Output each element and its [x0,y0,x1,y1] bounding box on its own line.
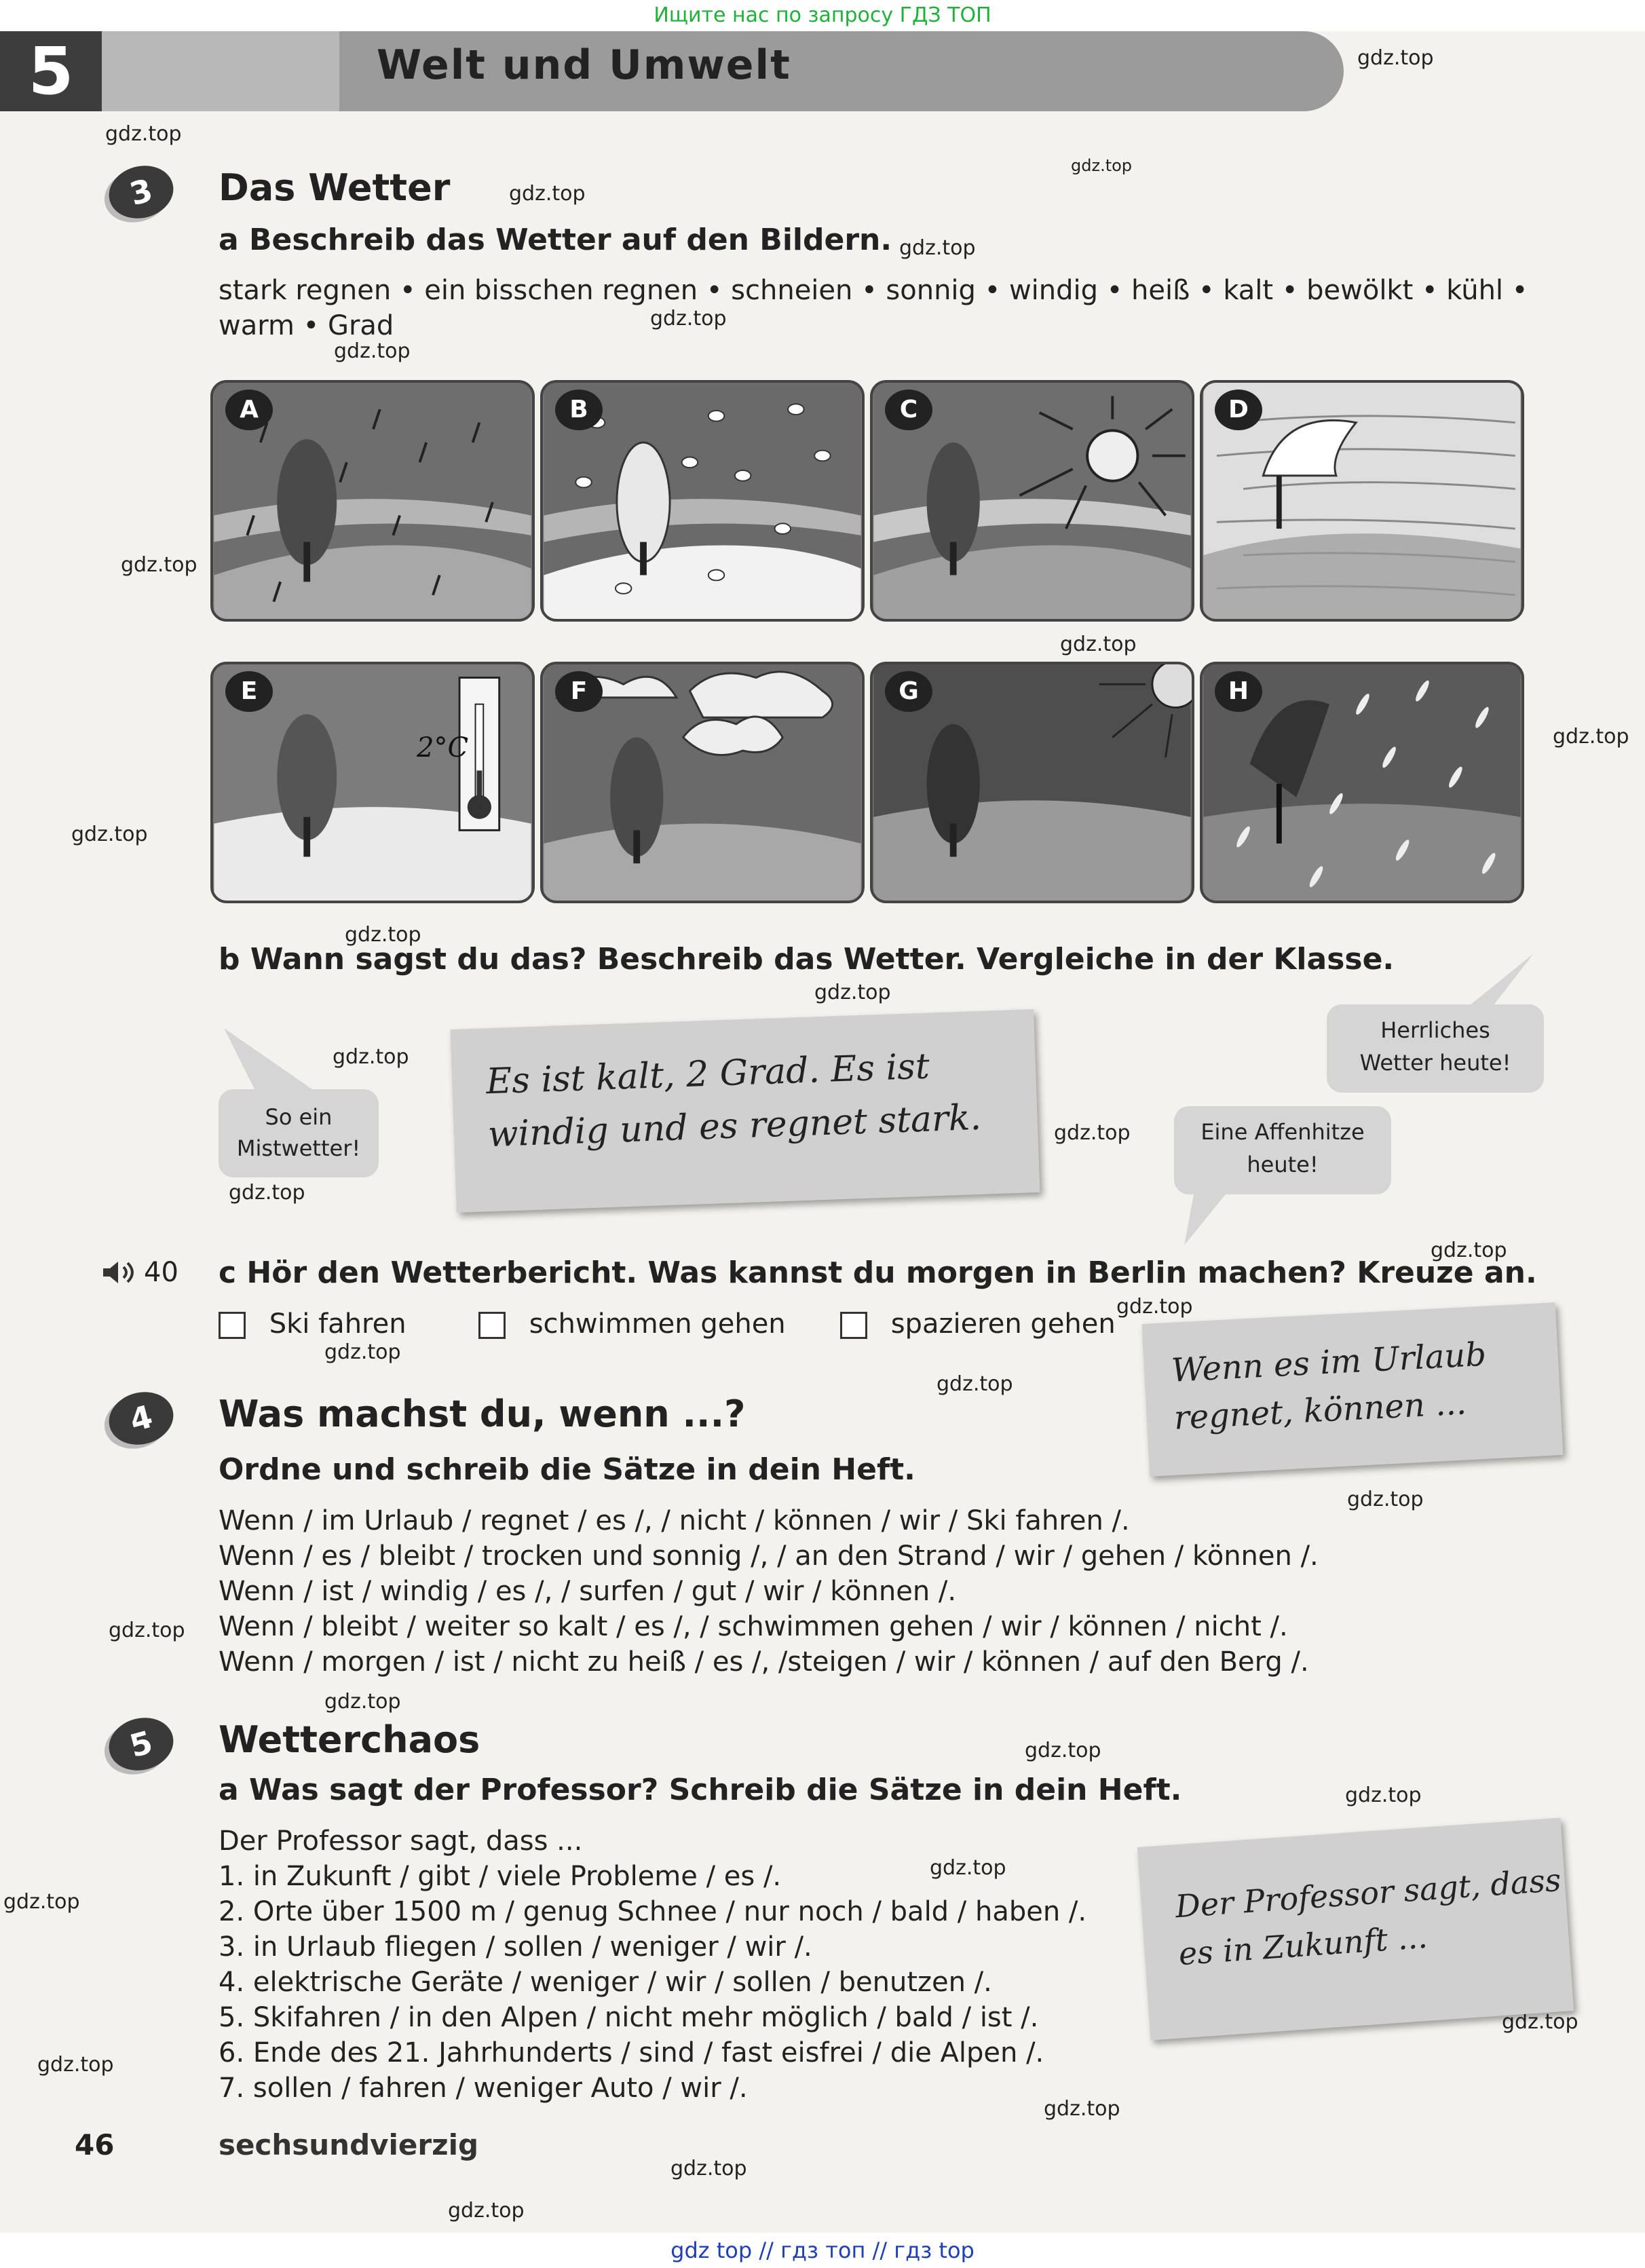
speech-bubble-herrliches-wetter [1327,1004,1544,1093]
watermark: gdz.top [1025,1739,1101,1762]
watermark: gdz.top [3,1890,80,1914]
audio-track-number: 40 [144,1257,178,1288]
panel-label: E [225,671,273,712]
weather-panel-b-snow [540,380,865,622]
checkbox-spazieren-gehen[interactable] [840,1312,867,1339]
bubble-1-line-1: So ein [265,1104,333,1130]
task-3b-heading: b Wann sagst du das? Beschreib das Wetter. Vergleiche in der Klasse. [219,942,1395,977]
watermark: gdz.top [71,823,148,846]
note-4-line-1: Wenn es im Urlaub [1170,1335,1488,1390]
sentence-line: 4. elektrische Geräte / weniger / wir / sollen / benutzen /. [219,1967,992,1998]
watermark: gdz.top [930,1856,1006,1880]
bubble-3-line-1: Eine Affenhitze [1200,1119,1365,1145]
sentence-line: 1. in Zukunft / gibt / viele Probleme / es /. [219,1861,782,1892]
bubble-2-line-1: Herrliches [1380,1017,1490,1043]
watermark: gdz.top [937,1372,1013,1396]
note-5-line-1: Der Professor sagt, dass [1174,1861,1562,1925]
speech-bubble-affenhitze [1174,1106,1391,1194]
sentence-line: 2. Orte über 1500 m / genug Schnee / nur noch / bald / haben /. [219,1896,1087,1927]
task-5-intro: Der Professor sagt, dass ... [219,1826,583,1857]
example-note-task3b [451,1009,1040,1213]
watermark: gdz.top [1071,156,1133,175]
bubble-3-tail [1181,1191,1249,1252]
sentence-line: 5. Skifahren / in den Alpen / nicht mehr möglich / bald / ist /. [219,2002,1039,2033]
note-3b-line-2: windig und es regnet stark. [487,1097,982,1156]
watermark: gdz.top [324,1340,401,1364]
audio-icon[interactable] [100,1259,141,1286]
task-3-number-icon: 3 [103,159,179,225]
panel-label: F [555,671,603,712]
sentence-line: Wenn / ist / windig / es /, / surfen / gut / wir / können /. [219,1576,957,1607]
watermark: gdz.top [1054,1121,1131,1145]
option-label: spazieren gehen [890,1308,1116,1340]
bottom-banner: gdz top // гдз топ // гдз top [0,2233,1645,2268]
task-3c-heading: c Hör den Wetterbericht. Was kannst du morgen in Berlin machen? Kreuze an. [219,1255,1537,1290]
page-number: 46 [75,2128,115,2161]
watermark: gdz.top [37,2053,114,2077]
option-label: schwimmen gehen [529,1308,786,1340]
bubble-1-tail [217,1021,319,1099]
panel-label: D [1215,390,1262,430]
task-4-title: Was machst du, wenn ...? [219,1393,746,1435]
watermark: gdz.top [333,1045,409,1069]
watermark: gdz.top [650,307,727,330]
panel-label: A [225,390,273,430]
speech-bubble-mistwetter [219,1089,379,1177]
unit-number: 5 [0,31,102,111]
task-3a-heading: a Beschreib das Wetter auf den Bildern. [219,223,892,257]
weather-panel-h-heavy-rain [1200,662,1524,903]
task-3-title: Das Wetter [219,166,451,209]
watermark: gdz.top [1502,2010,1578,2034]
bubble-3-line-2: heute! [1247,1152,1319,1177]
sentence-line: 3. in Urlaub fliegen / sollen / weniger / wir /. [219,1931,812,1963]
note-3b-line-1: Es ist kalt, 2 Grad. Es ist [485,1046,930,1103]
sentence-line: 7. sollen / fahren / weniger Auto / wir /. [219,2073,748,2104]
sentence-line: 6. Ende des 21. Jahrhunderts / sind / fast eisfrei / die Alpen /. [219,2037,1044,2068]
word-bank-line-2: warm • Grad [219,310,394,341]
weather-panel-f-cloudy [540,662,865,903]
watermark: gdz.top [670,2157,747,2180]
option-label: Ski fahren [269,1308,406,1340]
sentence-line: Wenn / im Urlaub / regnet / es /, / nicht / können / wir / Ski fahren /. [219,1505,1130,1536]
option-ski-fahren[interactable] [219,1308,406,1340]
task-5-title: Wetterchaos [219,1718,480,1761]
watermark: gdz.top [814,981,891,1004]
chapter-title: Welt und Umwelt [377,41,791,89]
weather-panel-a-rain [210,380,535,622]
weather-panel-g-warm [870,662,1194,903]
page-number-word: sechsundvierzig [219,2128,479,2161]
header-strip [102,31,339,111]
watermark: gdz.top [334,339,411,363]
bubble-1-line-2: Mistwetter! [236,1135,361,1161]
watermark: gdz.top [1060,632,1137,656]
watermark: gdz.top [345,923,421,947]
word-bank-line-1: stark regnen • ein bisschen regnen • schneien • sonnig • windig • heiß • kalt • bewölkt • kühl • [219,275,1528,306]
weather-panel-c-sunny [870,380,1194,622]
example-note-task5 [1137,1818,1574,2041]
watermark: gdz.top [105,122,182,146]
task-4-number-icon: 4 [103,1385,179,1452]
panel-label: C [885,390,932,430]
watermark: gdz.top [1357,46,1434,70]
task-4-subtitle: Ordne und schreib die Sätze in dein Heft. [219,1452,915,1487]
watermark: gdz.top [229,1181,305,1205]
chapter-header [0,31,1344,111]
watermark: gdz.top [1347,1488,1424,1511]
task-5-number-icon: 5 [103,1711,179,1777]
panel-label: B [555,390,603,430]
panel-label: H [1215,671,1262,712]
sentence-line: Wenn / bleibt / weiter so kalt / es /, / schwimmen gehen / wir / können / nicht /. [219,1611,1288,1642]
watermark: gdz.top [509,182,586,206]
watermark: gdz.top [899,236,976,260]
panel-label: G [885,671,932,712]
watermark: gdz.top [324,1690,401,1714]
watermark: gdz.top [1116,1295,1193,1319]
sentence-line: Wenn / morgen / ist / nicht zu heiß / es /, /steigen / wir / können / auf den Berg /. [219,1646,1309,1678]
option-spazieren-gehen[interactable] [840,1308,1116,1340]
weather-panel-e-cold [210,662,535,903]
watermark: gdz.top [1044,2097,1120,2121]
watermark: gdz.top [121,553,197,577]
example-note-task4 [1142,1302,1564,1477]
note-4-line-2: regnet, können ... [1173,1384,1468,1437]
watermark: gdz.top [1553,725,1629,749]
watermark: gdz.top [448,2199,525,2223]
checkbox-ski-fahren[interactable] [219,1312,246,1339]
option-schwimmen-gehen[interactable] [478,1308,786,1340]
note-5-line-2: es in Zukunft ... [1177,1918,1429,1973]
sentence-line: Wenn / es / bleibt / trocken und sonnig /, / an den Strand / wir / gehen / können /. [219,1541,1319,1572]
task-5-subtitle: a Was sagt der Professor? Schreib die Sätze in dein Heft. [219,1773,1182,1807]
watermark: gdz.top [1345,1783,1422,1807]
checkbox-schwimmen-gehen[interactable] [478,1312,506,1339]
top-banner: Ищите нас по запросу ГДЗ ТОП [0,0,1645,31]
watermark: gdz.top [1431,1239,1507,1262]
watermark: gdz.top [109,1619,185,1642]
weather-panel-d-windy [1200,380,1524,622]
bubble-2-line-2: Wetter heute! [1359,1050,1511,1076]
thermometer-label: 2°C [417,732,469,763]
